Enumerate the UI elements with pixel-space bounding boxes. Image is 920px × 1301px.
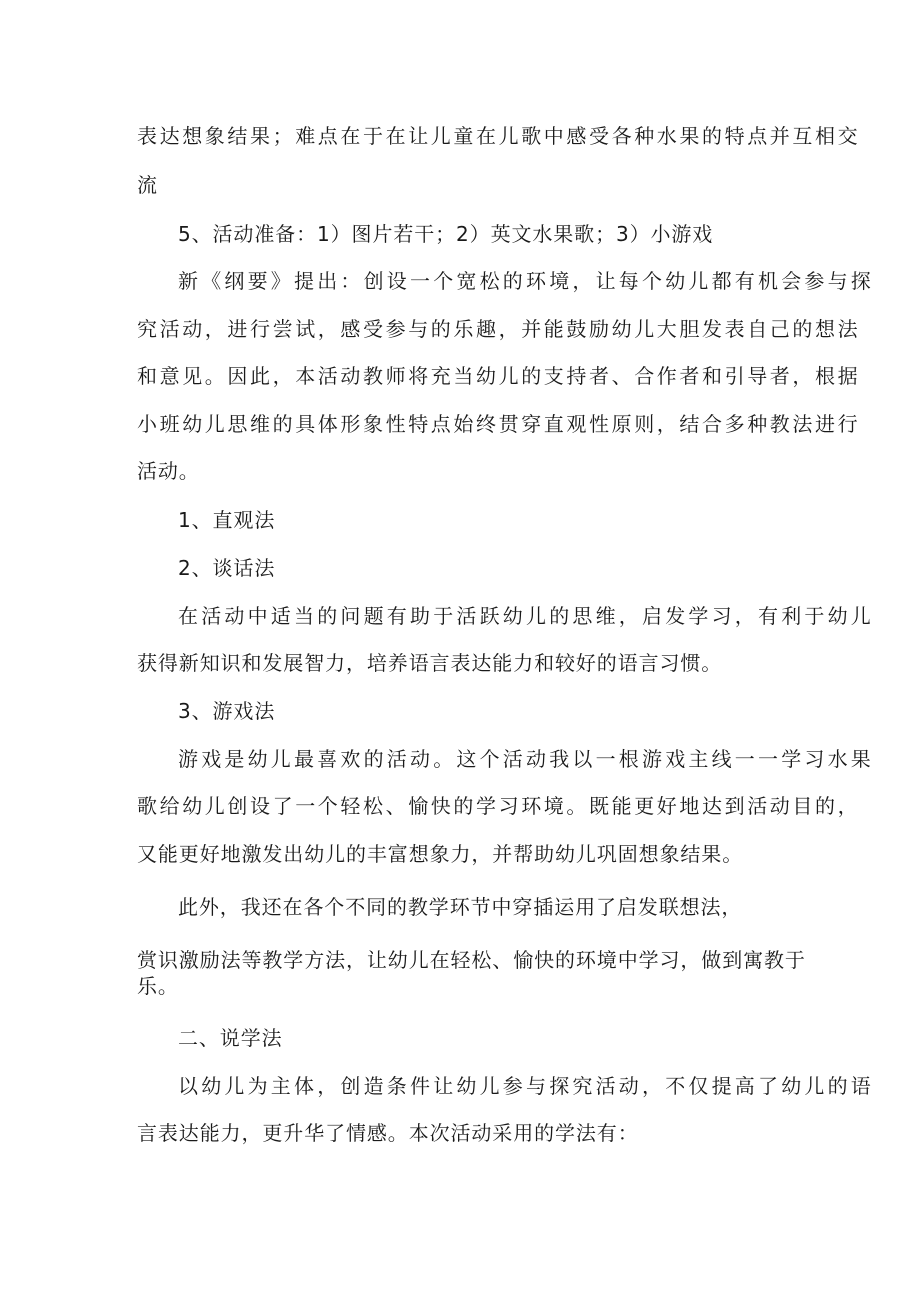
paragraph-line: 小班幼儿思维的具体形象性特点始终贯穿直观性原则，结合多种教法进行 — [137, 412, 861, 436]
paragraph-line: 又能更好地激发出幼儿的丰富想象力，并帮助幼儿巩固想象结果。 — [137, 842, 744, 866]
list-item: 1、直观法 — [178, 508, 276, 532]
paragraph-line: 获得新知识和发展智力，培养语言表达能力和较好的语言习惯。 — [137, 651, 723, 675]
list-item: 3、游戏法 — [178, 699, 276, 723]
paragraph-line: 究活动，进行尝试，感受参与的乐趣，并能鼓励幼儿大胆发表自己的想法 — [137, 317, 861, 341]
list-item: 2、谈话法 — [178, 556, 276, 580]
paragraph-line: 在活动中适当的问题有助于活跃幼儿的思维，启发学习，有利于幼儿 — [178, 604, 874, 628]
paragraph-line: 乐。 — [137, 974, 179, 998]
paragraph-line: 言表达能力，更升华了情感。本次活动采用的学法有： — [137, 1121, 639, 1145]
paragraph-line: 活动。 — [137, 459, 200, 483]
paragraph-line: 新《纲要》提出：创设一个宽松的环境，让每个幼儿都有机会参与探 — [178, 269, 874, 293]
paragraph-line: 此外，我还在各个不同的教学环节中穿插运用了启发联想法， — [178, 895, 743, 919]
paragraph-line: 歌给幼儿创设了一个轻松、愉快的学习环境。既能更好地达到活动目的， — [137, 794, 861, 818]
list-item: 5、活动准备：1）图片若干；2）英文水果歌；3）小游戏 — [178, 222, 714, 246]
paragraph-line: 表达想象结果；难点在于在让儿童在儿歌中感受各种水果的特点并互相交 — [137, 124, 861, 148]
paragraph-line: 流 — [137, 173, 158, 197]
section-heading: 二、说学法 — [178, 1026, 283, 1050]
paragraph-line: 和意见。因此，本活动教师将充当幼儿的支持者、合作者和引导者，根据 — [137, 364, 861, 388]
paragraph-line: 赏识激励法等教学方法，让幼儿在轻松、愉快的环境中学习，做到寓教于 — [137, 948, 806, 972]
paragraph-line: 以幼儿为主体，创造条件让幼儿参与探究活动，不仅提高了幼儿的语 — [178, 1074, 874, 1098]
paragraph-line: 游戏是幼儿最喜欢的活动。这个活动我以一根游戏主线一一学习水果 — [178, 747, 874, 771]
